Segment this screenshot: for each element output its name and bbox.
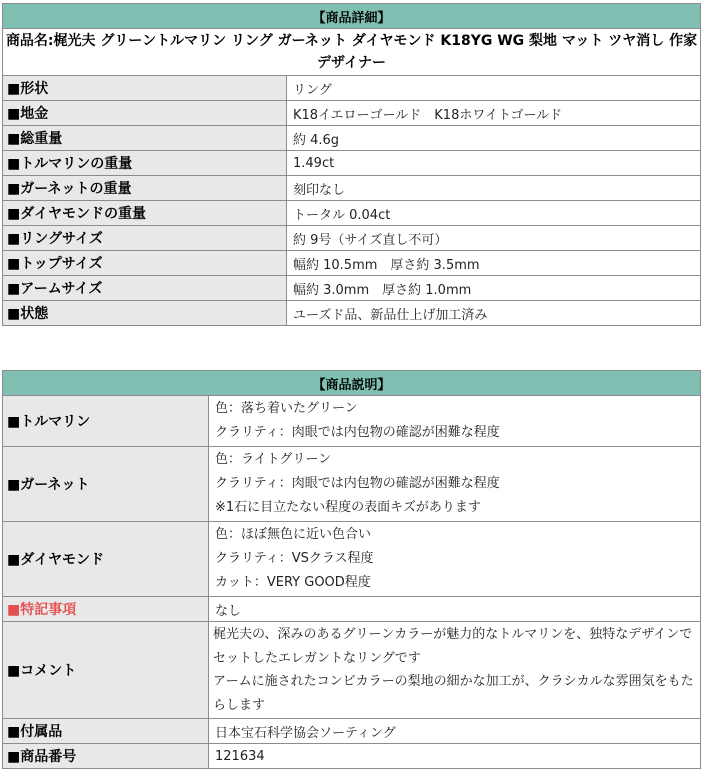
table-row <box>3 101 701 126</box>
table-row <box>3 126 701 151</box>
tourmaline-weight-label: ■トルマリンの重量 <box>3 151 287 176</box>
condition-value: ユーズド品、新品仕上げ加工済み <box>287 301 701 326</box>
table-row <box>3 447 701 522</box>
table-row <box>3 251 701 276</box>
tourmaline-clarity: クラリティ：肉眼では内包物の確認が困難な程度 <box>215 425 500 440</box>
metal-value: K18イエローゴールド K18ホワイトゴールド <box>287 101 701 126</box>
diamond-weight-value: トータル 0.04ct <box>287 201 701 226</box>
table-row <box>3 622 701 719</box>
garnet-details <box>209 447 701 522</box>
details-header: 【商品詳細】 <box>3 4 701 29</box>
special-notes-value: なし <box>209 597 701 622</box>
table-row <box>3 76 701 101</box>
diamond-label: ■ダイヤモンド <box>3 522 209 597</box>
table-row <box>3 151 701 176</box>
top-size-label: ■トップサイズ <box>3 251 287 276</box>
accessories-value: 日本宝石科学協会ソーティング <box>209 719 701 744</box>
accessories-label: ■付属品 <box>3 719 209 744</box>
metal-label: ■地金 <box>3 101 287 126</box>
description-header: 【商品説明】 <box>3 371 701 396</box>
diamond-color: 色：ほぼ無色に近い色合い <box>215 527 372 542</box>
product-details-table <box>2 3 701 326</box>
tourmaline-color: 色：落ち着いたグリーン <box>215 401 358 416</box>
special-notes-label: ■特記事項 <box>3 597 209 622</box>
table-row <box>3 597 701 622</box>
table-row <box>3 301 701 326</box>
diamond-weight-label: ■ダイヤモンドの重量 <box>3 201 287 226</box>
table-row <box>3 744 701 769</box>
tourmaline-details <box>209 396 701 447</box>
arm-size-value: 幅約 3.0mm 厚さ約 1.0mm <box>287 276 701 301</box>
comment-line: アームに施されたコンビカラーの梨地の細かな加工が、クラシカルな雰囲気をもたらします <box>213 674 694 713</box>
product-name: 商品名:梶光夫 グリーントルマリン リング ガーネット ダイヤモンド K18YG WG 梨地 マット ツヤ消し 作家 デザイナー <box>3 29 701 76</box>
diamond-clarity: クラリティ：VSクラス程度 <box>215 551 374 566</box>
garnet-clarity: クラリティ：肉眼では内包物の確認が困難な程度 <box>215 476 500 491</box>
ring-size-value: 約 9号（サイズ直し不可） <box>287 226 701 251</box>
arm-size-label: ■アームサイズ <box>3 276 287 301</box>
table-row <box>3 276 701 301</box>
comment-label: ■コメント <box>3 622 209 719</box>
shape-value: リング <box>287 76 701 101</box>
garnet-weight-label: ■ガーネットの重量 <box>3 176 287 201</box>
table-row <box>3 719 701 744</box>
total-weight-value: 約 4.6g <box>287 126 701 151</box>
shape-label: ■形状 <box>3 76 287 101</box>
diamond-cut: カット：VERY GOOD程度 <box>215 575 371 590</box>
top-size-value: 幅約 10.5mm 厚さ約 3.5mm <box>287 251 701 276</box>
table-row <box>3 522 701 597</box>
comment-line: 梶光夫の、深みのあるグリーンカラーが魅力的なトルマリンを、独特なデザインでセットしたエレガントなリングです <box>213 627 693 666</box>
product-description-table <box>2 370 701 769</box>
table-row <box>3 226 701 251</box>
tourmaline-label: ■トルマリン <box>3 396 209 447</box>
table-row <box>3 176 701 201</box>
garnet-weight-value: 刻印なし <box>287 176 701 201</box>
garnet-note: ※1石に目立たない程度の表面キズがあります <box>215 500 481 515</box>
diamond-details <box>209 522 701 597</box>
product-number-label: ■商品番号 <box>3 744 209 769</box>
ring-size-label: ■リングサイズ <box>3 226 287 251</box>
total-weight-label: ■総重量 <box>3 126 287 151</box>
garnet-color: 色：ライトグリーン <box>215 452 332 467</box>
product-number-value: 121634 <box>209 744 701 769</box>
tourmaline-weight-value: 1.49ct <box>287 151 701 176</box>
garnet-label: ■ガーネット <box>3 447 209 522</box>
table-row <box>3 201 701 226</box>
table-row <box>3 396 701 447</box>
comment-text <box>209 622 701 719</box>
condition-label: ■状態 <box>3 301 287 326</box>
